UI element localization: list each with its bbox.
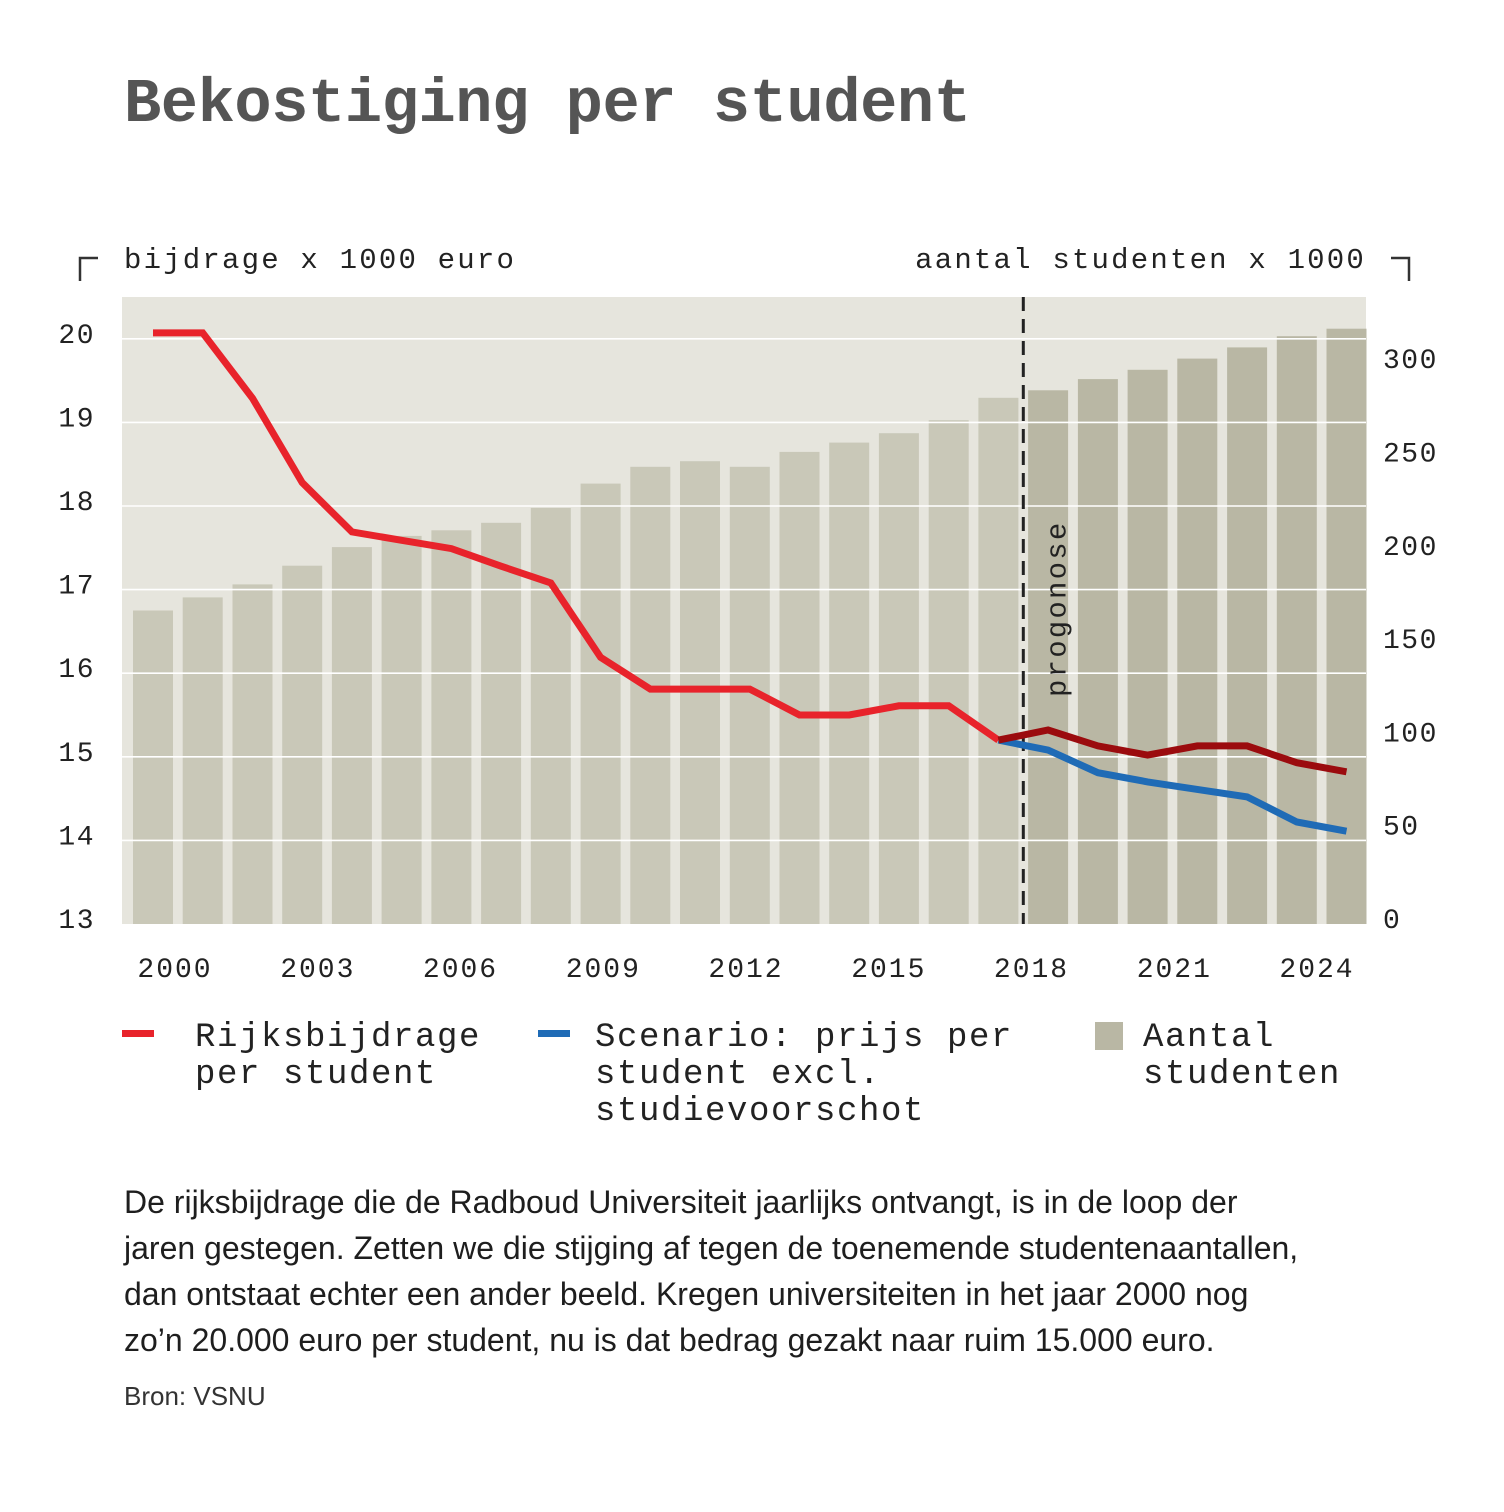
y2-tick-label-0: 0 (1383, 906, 1402, 937)
x-tick-label-2018: 2018 (993, 955, 1070, 986)
bar-2001 (183, 597, 223, 924)
bar-2013 (780, 452, 820, 924)
left-axis-bracket (80, 258, 98, 281)
y-axis-title: bijdrage x 1000 euro (124, 244, 517, 277)
y-tick-label-13: 13 (58, 906, 95, 937)
caption-line: jaren gestegen. Zetten we die stijging af tegen de toenemende studentenaantallen, (124, 1230, 1299, 1266)
y2-tick-label-150: 150 (1383, 626, 1438, 658)
bar-2016 (929, 420, 969, 924)
bar-2008 (531, 508, 571, 924)
x-tick-label-2012: 2012 (708, 955, 784, 986)
legend-label-aantal-studenten: Aantal studenten (1143, 1019, 1342, 1094)
caption-paragraph (124, 1179, 1298, 1363)
prognosis-label: progonose (1041, 520, 1075, 697)
bar-2017 (978, 398, 1018, 924)
x-tick-label-2015: 2015 (851, 955, 927, 986)
y2-tick-label-250: 250 (1383, 439, 1438, 471)
legend-swatch-scenario (538, 1030, 570, 1037)
chart-title: Bekostiging per student (124, 69, 971, 140)
y2-axis-ticks (1383, 346, 1438, 937)
y2-axis-title: aantal studenten x 1000 (915, 244, 1366, 277)
caption-line: zo’n 20.000 euro per student, nu is dat bedrag gezakt naar ruim 15.000 euro. (124, 1322, 1215, 1358)
caption-line: dan ontstaat echter een ander beeld. Kregen universiteiten in het jaar 2000 nog (124, 1276, 1249, 1312)
legend-label-rijksbijdrage: Rijksbijdrage per student (195, 1019, 482, 1094)
y-tick-label-17: 17 (58, 571, 95, 603)
y-tick-label-19: 19 (58, 404, 95, 436)
bar-2014 (829, 443, 869, 924)
legend-swatch-rijksbijdrage (122, 1030, 154, 1037)
y-tick-label-14: 14 (58, 822, 95, 854)
bar-2021 (1177, 359, 1217, 924)
bar-2002 (233, 584, 273, 924)
legend-label-scenario: Scenario: prijs per student excl. studievoorschot (595, 1019, 1014, 1131)
x-tick-label-2021: 2021 (1136, 955, 1212, 986)
bar-2023 (1277, 336, 1317, 924)
y-tick-label-18: 18 (58, 488, 95, 519)
x-tick-label-2024: 2024 (1279, 955, 1355, 986)
bar-2015 (879, 433, 919, 924)
y2-tick-label-100: 100 (1383, 719, 1438, 751)
bar-2010 (630, 467, 670, 924)
bar-2004 (332, 547, 372, 924)
bar-2007 (481, 523, 521, 924)
y-tick-label-16: 16 (58, 655, 95, 687)
bar-2022 (1227, 347, 1267, 924)
bar-2019 (1078, 379, 1118, 924)
bar-2003 (282, 566, 322, 924)
x-tick-label-2006: 2006 (422, 955, 499, 986)
y2-tick-label-300: 300 (1383, 346, 1438, 378)
y-axis-ticks (58, 321, 95, 937)
x-tick-label-2000: 2000 (137, 955, 213, 986)
bar-2009 (581, 484, 621, 924)
x-tick-label-2009: 2009 (565, 955, 641, 986)
x-tick-label-2003: 2003 (280, 955, 356, 986)
bar-2005 (382, 536, 422, 924)
right-axis-bracket (1391, 258, 1409, 281)
bar-2024 (1327, 329, 1367, 924)
bar-2000 (133, 611, 173, 925)
y2-tick-label-200: 200 (1383, 532, 1438, 564)
source-note: Bron: VSNU (124, 1381, 266, 1411)
y2-tick-label-50: 50 (1383, 812, 1420, 844)
x-axis-ticks (137, 955, 1354, 986)
y-tick-label-15: 15 (58, 738, 95, 770)
caption-line: De rijksbijdrage die de Radboud Universiteit jaarlijks ontvangt, is in de loop der (124, 1184, 1238, 1220)
legend-swatch-aantal-studenten (1095, 1022, 1123, 1050)
y-tick-label-20: 20 (58, 320, 95, 352)
